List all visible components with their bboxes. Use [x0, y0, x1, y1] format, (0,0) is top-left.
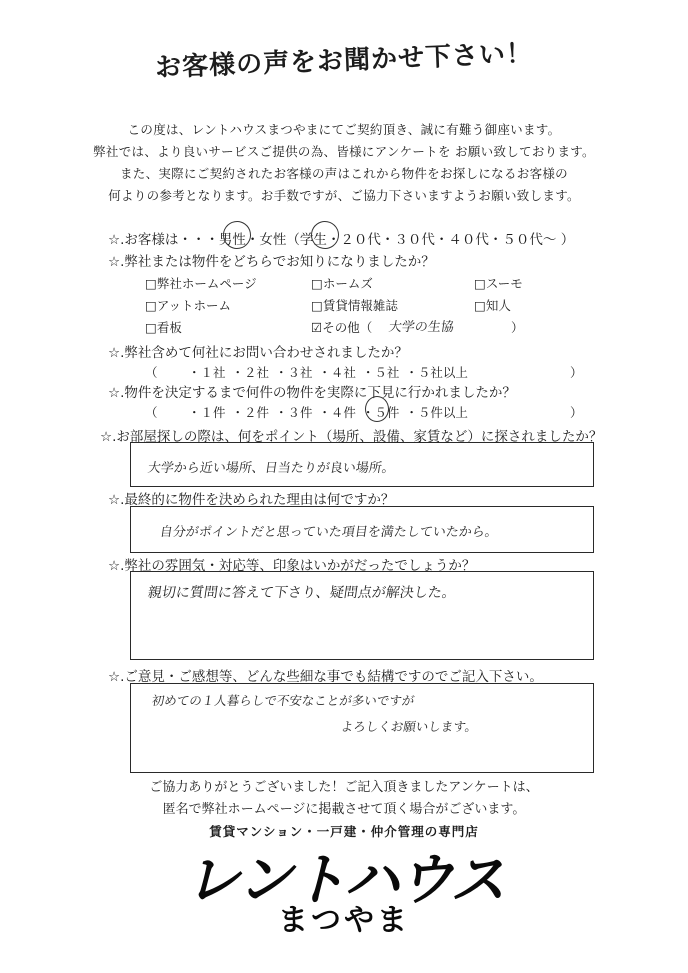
- q6-answer: 自分がポイントだと思っていた項目を満たしていたから。: [158, 525, 499, 540]
- option-label: ホームズ: [322, 276, 373, 291]
- intro-line-1: この度は、レントハウスまつやまにてご契約頂き、誠に有難う御座います。: [127, 122, 561, 137]
- four-items-circle-mark: [365, 396, 389, 422]
- option-signboard[interactable]: [145, 318, 182, 336]
- option-other-close: ）: [511, 320, 524, 335]
- q3-close: ）: [570, 365, 583, 380]
- q8-label: ☆.ご意見・ご感想等、どんな些細な事でも結構ですのでご記入下さい。: [108, 669, 543, 685]
- company-logo-subtitle: まつやま: [278, 903, 410, 938]
- q7-label: ☆.弊社の雰囲気・対応等、印象はいかがだったでしょうか？: [108, 558, 476, 574]
- q1-prefix: ☆.お客様は・・・: [108, 232, 219, 248]
- survey-title: お客様の声をお聞かせ下さい！: [154, 38, 534, 84]
- q3-open: （: [145, 365, 158, 380]
- q1-paren: （: [286, 232, 300, 248]
- q8-answer-line-2: よろしくお願いします。: [339, 719, 479, 734]
- closing-line-2: 匿名で弊社ホームページに掲載させて頂く場合がございます。: [162, 802, 526, 817]
- option-athome[interactable]: [145, 296, 231, 314]
- q4-label: ☆.物件を決定するまで何件の物件を実際に下見に行かれましたか？: [108, 385, 516, 401]
- option-company-homepage[interactable]: [145, 274, 257, 292]
- q5-answer: 大学から近い場所、日当たりが良い場所。: [146, 461, 396, 476]
- closing-line-1: ご協力ありがとうございました！ご記入頂きましたアンケートは、: [149, 780, 539, 795]
- checked-box-icon: ☑: [311, 320, 323, 335]
- option-homes[interactable]: [311, 274, 373, 292]
- option-label: その他（: [322, 320, 373, 335]
- q1-student[interactable]: 学生: [299, 232, 327, 248]
- option-label: 知人: [485, 298, 511, 313]
- q3-choices[interactable]: ・１社 ・２社 ・３社 ・４社 ・５社 ・５社以上: [188, 365, 468, 380]
- q1-gender-age: [108, 228, 574, 248]
- company-logo: レントハウス: [184, 848, 504, 913]
- q1-female[interactable]: 女性: [259, 232, 287, 248]
- q7-answer: 親切に質問に答えて下さり、疑問点が解決した。: [146, 585, 457, 601]
- intro-line-3: また、実際にご契約されたお客様の声はこれから物件をお探しになるお客様の: [119, 166, 568, 181]
- q1-male[interactable]: 男性: [218, 232, 246, 248]
- q6-label: ☆.最終的に物件を決められた理由は何ですか？: [108, 492, 395, 508]
- q8-answer-line-1: 初めての１人暮らしで不安なことが多いですが: [150, 693, 416, 708]
- option-suumo[interactable]: [474, 274, 523, 292]
- q4-open: （: [145, 405, 158, 420]
- q2-label: ☆.弊社または物件をどちらでお知りになりましたか？: [108, 254, 435, 270]
- option-rental-magazine[interactable]: [311, 296, 398, 314]
- q1-ages[interactable]: ・２０代・３０代・４０代・５０代～ ）: [326, 232, 575, 248]
- q5-label: ☆.お部屋探しの際は、何をポイント（場所、設備、家賃など）に探されましたか？: [100, 429, 603, 445]
- company-tagline: 賃貸マンション・一戸建・仲介管理の専門店: [209, 824, 479, 839]
- q4-choices[interactable]: ・１件 ・２件 ・３件 ・４件 ・５件 ・５件以上: [188, 405, 468, 420]
- q1-sep: ・: [245, 232, 260, 248]
- q3-label: ☆.弊社含めて何社にお問い合わせされましたか？: [108, 345, 408, 361]
- option-label: アットホーム: [156, 298, 231, 313]
- option-label: 弊社ホームページ: [156, 276, 257, 291]
- option-label: 賃貸情報雑誌: [322, 298, 398, 313]
- option-other[interactable]: [311, 318, 372, 336]
- option-other-value[interactable]: 大学の生協: [387, 320, 455, 335]
- intro-line-2: 弊社では、より良いサービスご提供の為、皆様にアンケートを お願い致しております。: [93, 144, 595, 159]
- intro-line-4: 何よりの参考となります。お手数ですが、ご協力下さいますようお願い致します。: [108, 188, 580, 203]
- option-label: 看板: [156, 320, 182, 335]
- q4-close: ）: [570, 405, 583, 420]
- option-label: スーモ: [485, 276, 523, 291]
- option-acquaintance[interactable]: [474, 296, 511, 314]
